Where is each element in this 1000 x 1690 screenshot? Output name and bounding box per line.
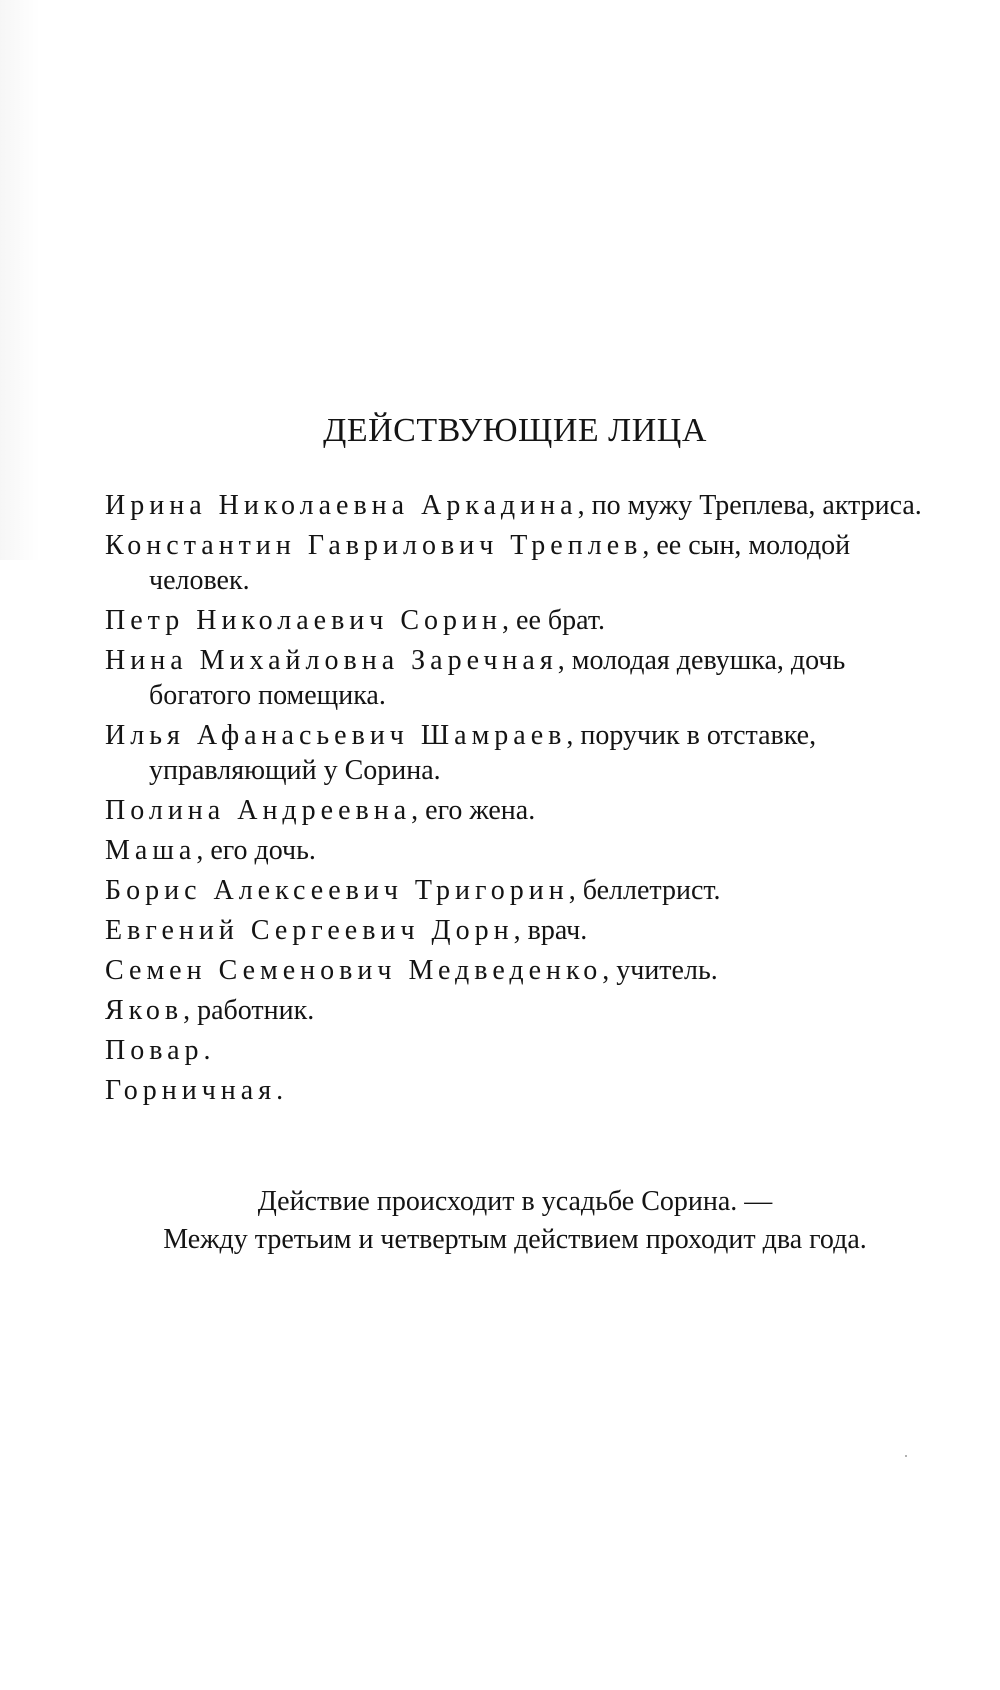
cast-item — [105, 833, 935, 868]
character-name: Повар — [105, 1035, 204, 1066]
character-description: , беллетрист. — [568, 875, 721, 906]
character-description: , учитель. — [602, 955, 718, 986]
character-name: Полина Андреевна — [105, 795, 412, 826]
character-description: , поручик в отставке, управляющий у Сорина. — [149, 720, 817, 786]
cast-item — [105, 913, 935, 948]
cast-item — [105, 643, 935, 713]
setting-line: Между третьим и четвертым действием проходит два года. — [163, 1224, 867, 1255]
cast-item — [105, 603, 935, 638]
cast-item — [105, 993, 935, 1028]
scan-speck — [905, 1455, 907, 1457]
character-name: Маша — [105, 835, 197, 866]
character-name: Борис Алексеевич Тригорин — [105, 875, 569, 906]
character-name: Константин Гаврилович Треплев — [105, 530, 643, 561]
cast-item — [105, 528, 935, 598]
character-name: Петр Николаевич Сорин — [105, 605, 503, 636]
character-description: , молодая девушка, дочь богатого помещика. — [149, 645, 846, 711]
character-description: . — [276, 1075, 284, 1106]
cast-list — [105, 488, 935, 1113]
character-name: Евгений Сергеевич Дорн — [105, 915, 514, 946]
character-description: , его дочь. — [196, 835, 316, 866]
character-description: , по мужу Треплева, актриса. — [577, 490, 922, 521]
character-name: Горничная — [105, 1075, 277, 1106]
page-title: ДЕЙСТВУЮЩИЕ ЛИЦА — [323, 412, 707, 449]
character-name: Яков — [105, 995, 184, 1026]
character-description: , ее сын, молодой человек. — [149, 530, 851, 596]
character-description: , врач. — [513, 915, 588, 946]
character-name: Нина Михайловна Заречная — [105, 645, 558, 676]
cast-item — [105, 1073, 935, 1108]
setting-note — [0, 1183, 1000, 1259]
character-description: , работник. — [183, 995, 315, 1026]
character-name: Илья Афанасьевич Шамраев — [105, 720, 567, 751]
cast-item — [105, 1033, 935, 1068]
character-name: Семен Семенович Медведенко — [105, 955, 603, 986]
cast-item — [105, 953, 935, 988]
scan-edge-shadow — [0, 0, 40, 560]
cast-item — [105, 793, 935, 828]
setting-line: Действие происходит в усадьбе Сорина. — — [257, 1186, 773, 1217]
character-description: , его жена. — [411, 795, 536, 826]
cast-item — [105, 873, 935, 908]
cast-item — [105, 718, 935, 788]
character-description: , ее брат. — [502, 605, 605, 636]
character-description: . — [203, 1035, 211, 1066]
cast-item — [105, 488, 935, 523]
character-name: Ирина Николаевна Аркадина — [105, 490, 578, 521]
